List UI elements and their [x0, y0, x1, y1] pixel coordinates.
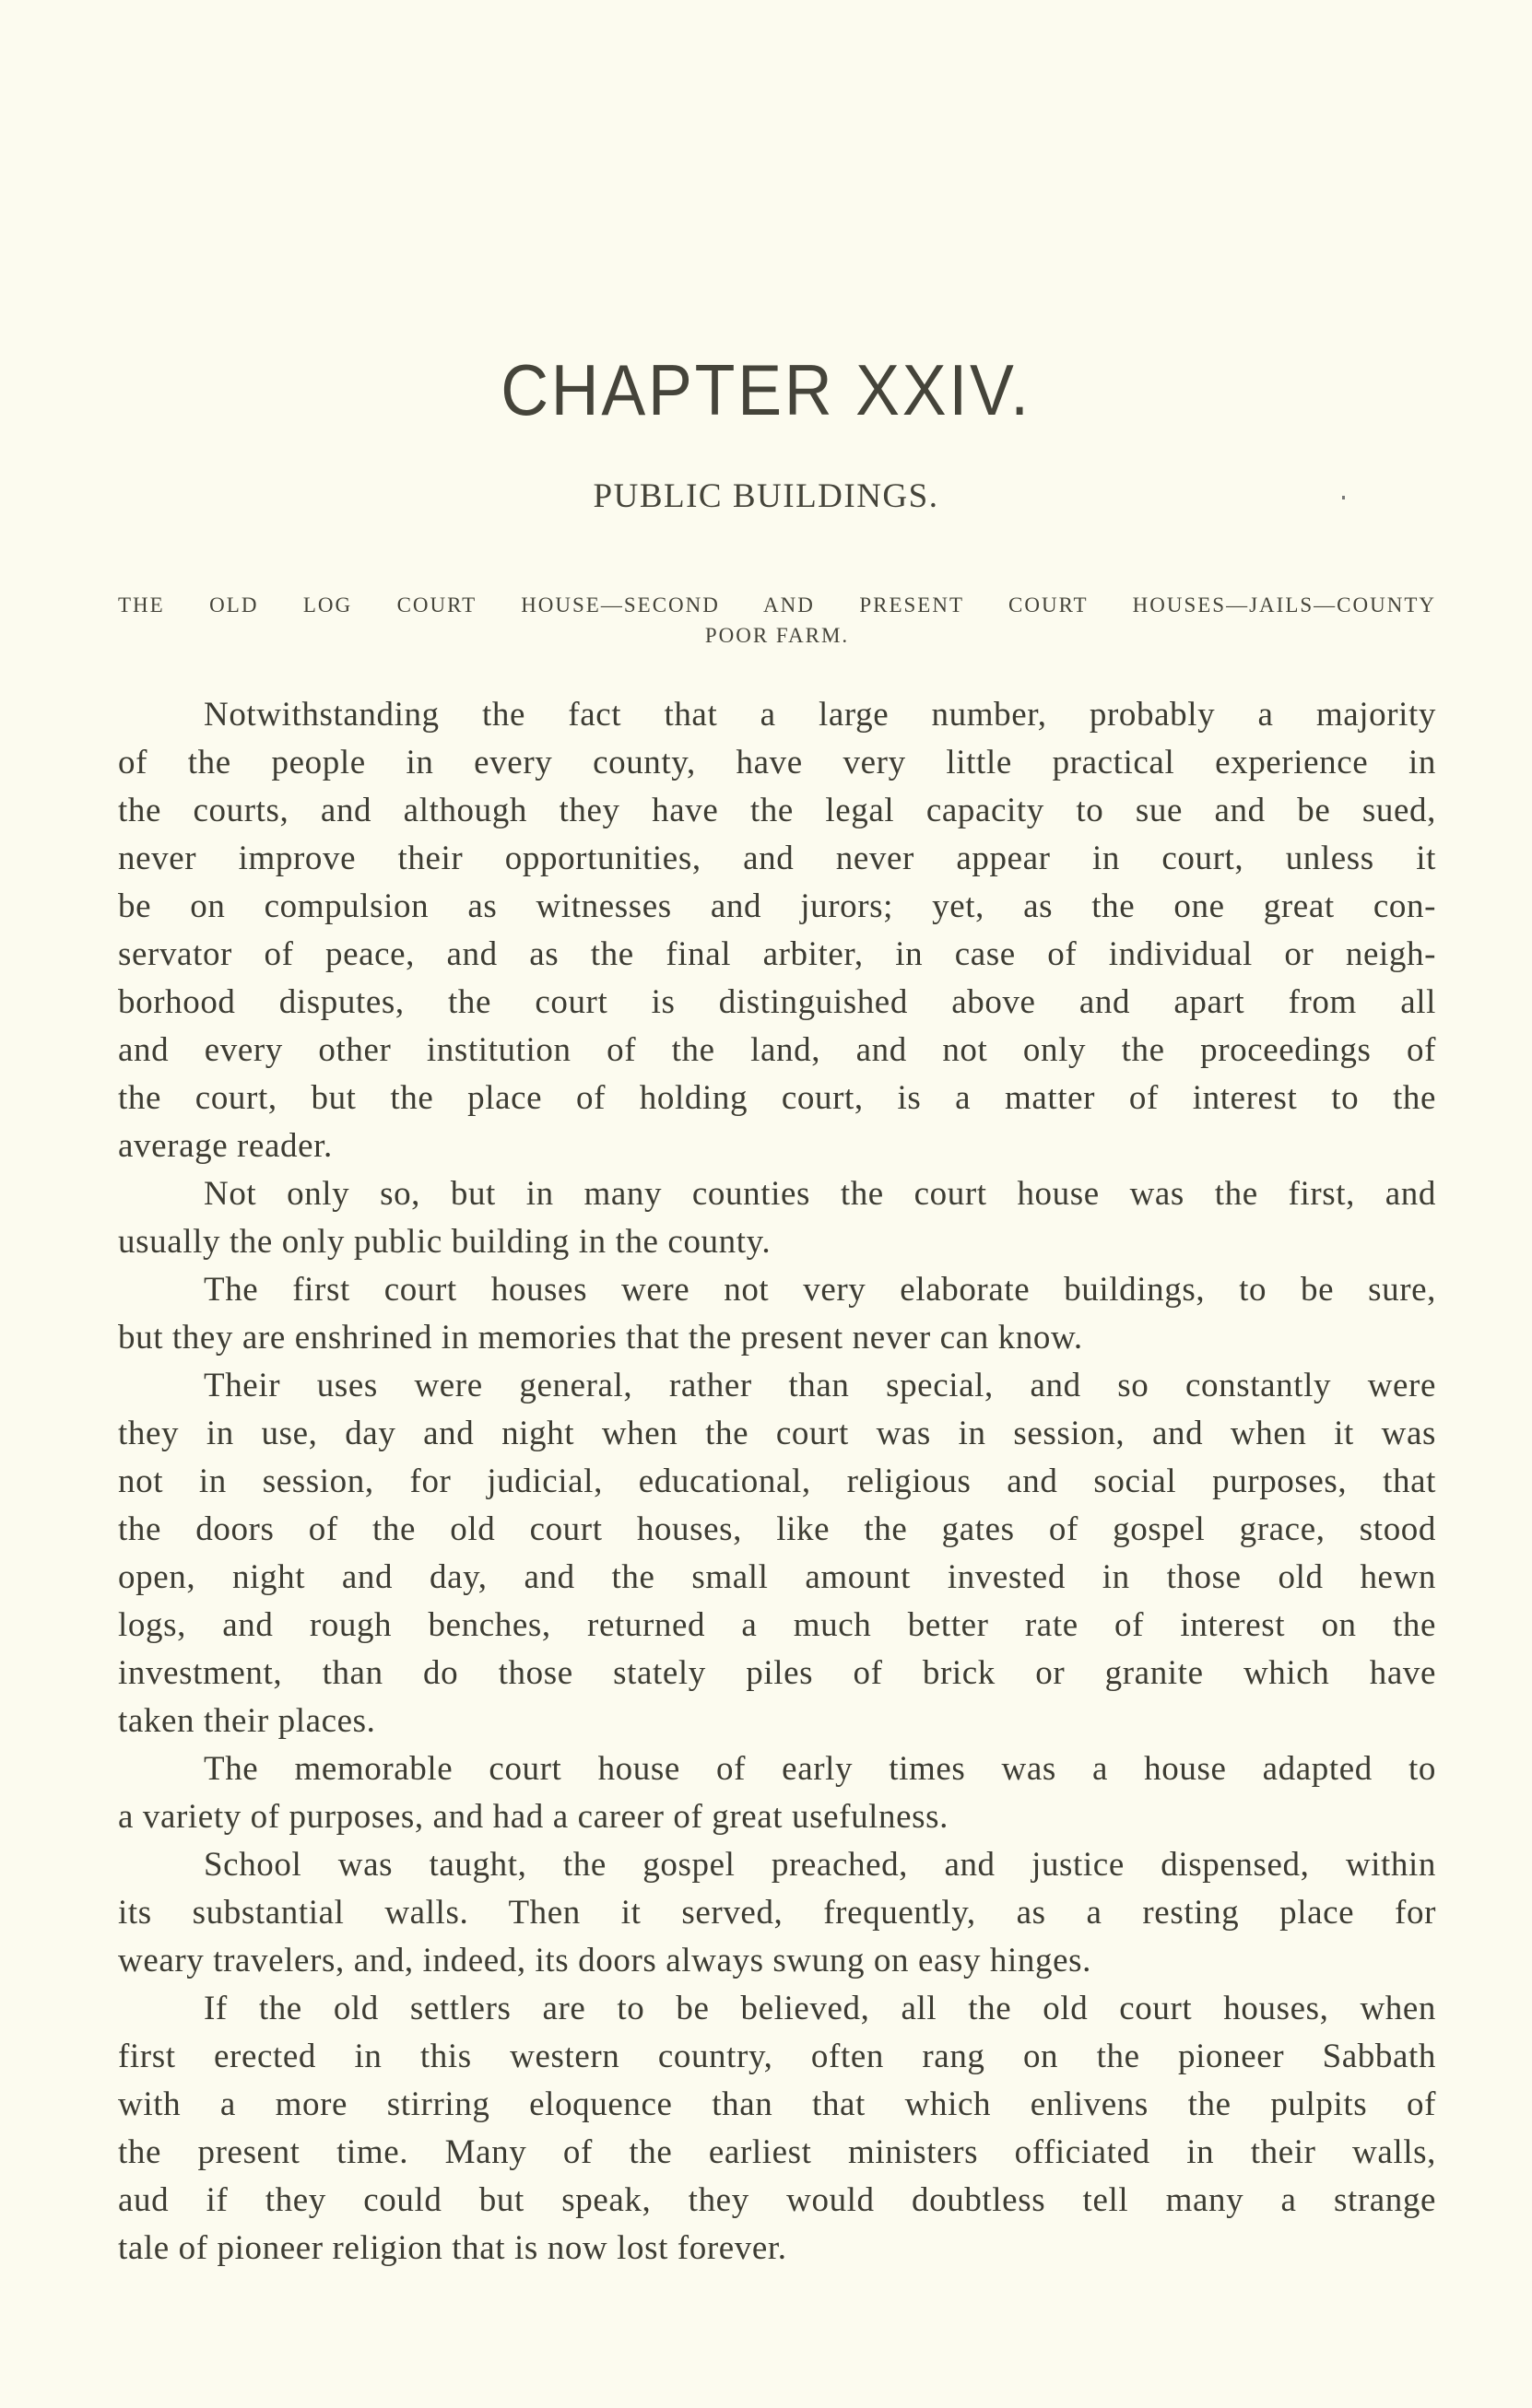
text-line: aud if they could but speak, they would doubtless tell many a strange	[118, 2181, 1436, 2219]
text-line: its substantial walls. Then it served, frequently, as a resting place for	[118, 1894, 1436, 1932]
paragraph	[118, 1266, 1436, 1362]
text-line: tale of pioneer religion that is now lost forever.	[118, 2229, 787, 2267]
text-line: Not only so, but in many counties the court house was the first, and	[204, 1175, 1436, 1213]
text-line: the court, but the place of holding court, is a matter of interest to the	[118, 1079, 1436, 1117]
text-line: Their uses were general, rather than special, and so constantly were	[204, 1367, 1436, 1404]
text-line: servator of peace, and as the final arbiter, in case of individual or neigh-	[118, 935, 1436, 973]
text-line: be on compulsion as witnesses and jurors; yet, as the one great con-	[118, 887, 1436, 925]
text-line: weary travelers, and, indeed, its doors always swung on easy hinges.	[118, 1942, 1091, 1979]
text-line: open, night and day, and the small amount invested in those old hewn	[118, 1558, 1436, 1596]
paragraph	[118, 1745, 1436, 1841]
paragraph	[118, 691, 1436, 1170]
text-line: average reader.	[118, 1127, 333, 1165]
chapter-title: CHAPTER XXIV.	[501, 349, 1031, 430]
paragraph	[118, 1985, 1436, 2273]
text-line: usually the only public building in the county.	[118, 1223, 772, 1261]
text-line: with a more stirring eloquence than that which enlivens the pulpits of	[118, 2085, 1436, 2123]
text-line: The memorable court house of early times was a house adapted to	[204, 1750, 1436, 1788]
paragraph	[118, 1841, 1436, 1985]
text-line: School was taught, the gospel preached, and justice dispensed, within	[204, 1846, 1436, 1884]
text-line: Notwithstanding the fact that a large number, probably a majority	[204, 696, 1436, 734]
text-line: the present time. Many of the earliest ministers officiated in their walls,	[118, 2133, 1436, 2171]
text-line: The first court houses were not very elaborate buildings, to be sure,	[204, 1271, 1436, 1309]
text-line: never improve their opportunities, and never appear in court, unless it	[118, 840, 1436, 877]
text-line: the doors of the old court houses, like the gates of gospel grace, stood	[118, 1510, 1436, 1548]
text-line: first erected in this western country, often rang on the pioneer Sabbath	[118, 2038, 1436, 2075]
text-line: not in session, for judicial, educational, religious and social purposes, that	[118, 1462, 1436, 1500]
synopsis-line: THE OLD LOG COURT HOUSE—SECOND AND PRESENT COURT HOUSES—JAILS—COUNTY	[118, 593, 1436, 617]
text-line: a variety of purposes, and had a career of great usefulness.	[118, 1798, 949, 1836]
body-text	[118, 691, 1436, 2273]
synopsis-line: POOR FARM.	[704, 624, 850, 647]
text-line: logs, and rough benches, returned a much better rate of interest on the	[118, 1606, 1436, 1644]
text-line: the courts, and although they have the legal capacity to sue and be sued,	[118, 792, 1436, 829]
text-line: they in use, day and night when the court was in session, and when it was	[118, 1415, 1436, 1452]
text-line: If the old settlers are to be believed, all the old court houses, when	[204, 1990, 1436, 2027]
text-line: but they are enshrined in memories that the present never can know.	[118, 1319, 1083, 1357]
text-line: taken their places.	[118, 1702, 376, 1740]
chapter-synopsis	[118, 590, 1436, 651]
text-line: and every other institution of the land, and not only the proceedings of	[118, 1031, 1436, 1069]
text-line: borhood disputes, the court is distinguished above and apart from all	[118, 983, 1436, 1021]
paragraph	[118, 1170, 1436, 1266]
text-line: investment, than do those stately piles of brick or granite which have	[118, 1654, 1436, 1692]
stray-ink-mark	[1342, 496, 1345, 499]
paragraph	[118, 1362, 1436, 1745]
section-title: PUBLIC BUILDINGS.	[593, 477, 939, 515]
text-line: of the people in every county, have very little practical experience in	[118, 744, 1436, 781]
